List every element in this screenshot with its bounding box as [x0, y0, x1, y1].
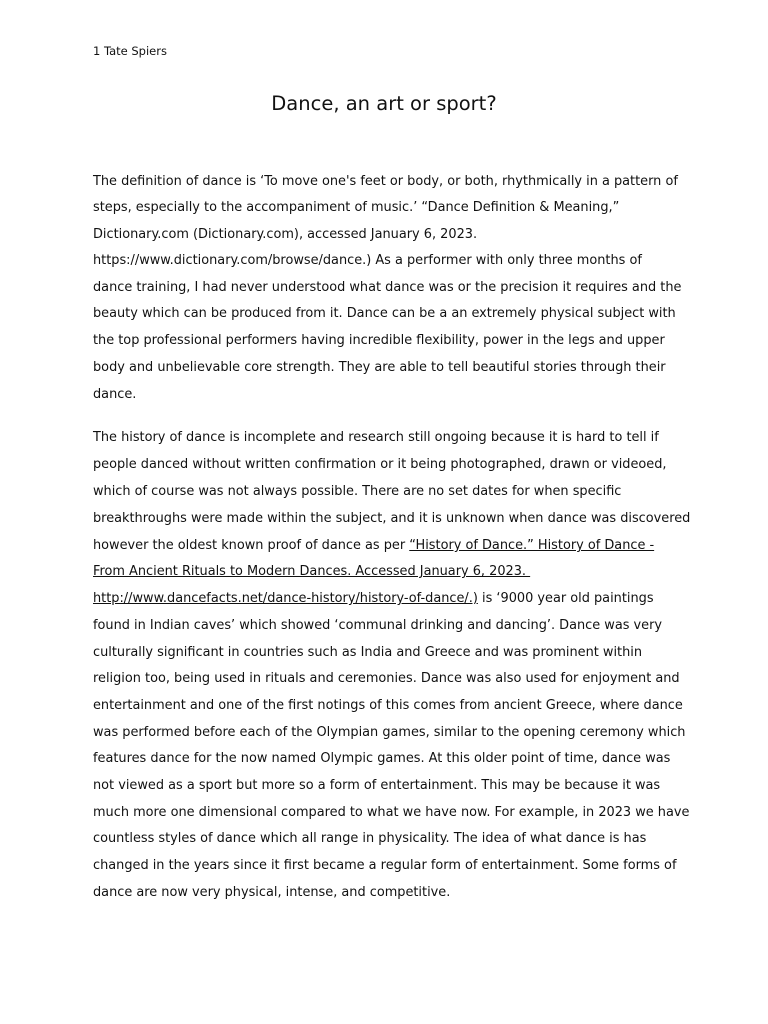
- text-line: [93, 536, 654, 556]
- text-line: dance training, I had never understood what dance was or the precision it requires and the: [93, 280, 682, 295]
- text-line: was performed before each of the Olympian games, similar to the opening ceremony which: [93, 725, 686, 740]
- citation-link-url[interactable]: http://www.dancefacts.net/dance-history/history-of-dance/.): [93, 591, 478, 606]
- citation-link-part-2[interactable]: From Ancient Rituals to Modern Dances. Accessed January 6, 2023.: [93, 564, 531, 579]
- text-line: religion too, being used in rituals and ceremonies. Dance was also used for enjoyment and: [93, 671, 680, 686]
- text-line: dance are now very physical, intense, and competitive.: [93, 885, 451, 900]
- text-line: entertainment and one of the first notings of this comes from ancient Greece, where dance: [93, 698, 683, 713]
- text-line: [93, 589, 654, 609]
- page-header-author: 1 Tate Spiers: [93, 44, 167, 58]
- text-line: beauty which can be produced from it. Dance can be a an extremely physical subject with: [93, 306, 676, 321]
- citation-lead-text: however the oldest known proof of dance as per: [93, 538, 410, 553]
- text-line: The definition of dance is ‘To move one's feet or body, or both, rhythmically in a pattern of: [93, 174, 678, 189]
- citation-link-part-1[interactable]: “History of Dance.” History of Dance -: [409, 538, 655, 553]
- text-line: countless styles of dance which all range in physicality. The idea of what dance is has: [93, 831, 647, 846]
- text-line: Dictionary.com (Dictionary.com), accessed January 6, 2023.: [93, 227, 478, 242]
- text-line: breakthroughs were made within the subject, and it is unknown when dance was discovered: [93, 511, 691, 526]
- text-line: which of course was not always possible. There are no set dates for when specific: [93, 484, 622, 499]
- text-line: people danced without written confirmation or it being photographed, drawn or videoed,: [93, 457, 667, 472]
- text-line: much more one dimensional compared to what we have now. For example, in 2023 we have: [93, 805, 690, 820]
- text-line: steps, especially to the accompaniment of music.’ “Dance Definition & Meaning,”: [93, 200, 620, 215]
- text-line: not viewed as a sport but more so a form of entertainment. This may be because it was: [93, 778, 661, 793]
- text-line: changed in the years since it first became a regular form of entertainment. Some forms of: [93, 858, 677, 873]
- document-title: Dance, an art or sport?: [271, 92, 497, 115]
- text-line: The history of dance is incomplete and research still ongoing because it is hard to tell if: [93, 430, 659, 445]
- text-line: [93, 562, 530, 582]
- text-line: culturally significant in countries such as India and Greece and was prominent within: [93, 645, 643, 660]
- text-line: the top professional performers having incredible flexibility, power in the legs and upper: [93, 333, 665, 348]
- text-line: features dance for the now named Olympic games. At this older point of time, dance was: [93, 751, 671, 766]
- text-line: dance.: [93, 387, 137, 402]
- text-line: found in Indian caves’ which showed ‘communal drinking and dancing’. Dance was very: [93, 618, 663, 633]
- citation-tail-text: is ‘9000 year old paintings: [477, 591, 654, 606]
- text-line: body and unbelievable core strength. They are able to tell beautiful stories through their: [93, 360, 666, 375]
- text-line: https://www.dictionary.com/browse/dance.) As a performer with only three months of: [93, 253, 642, 268]
